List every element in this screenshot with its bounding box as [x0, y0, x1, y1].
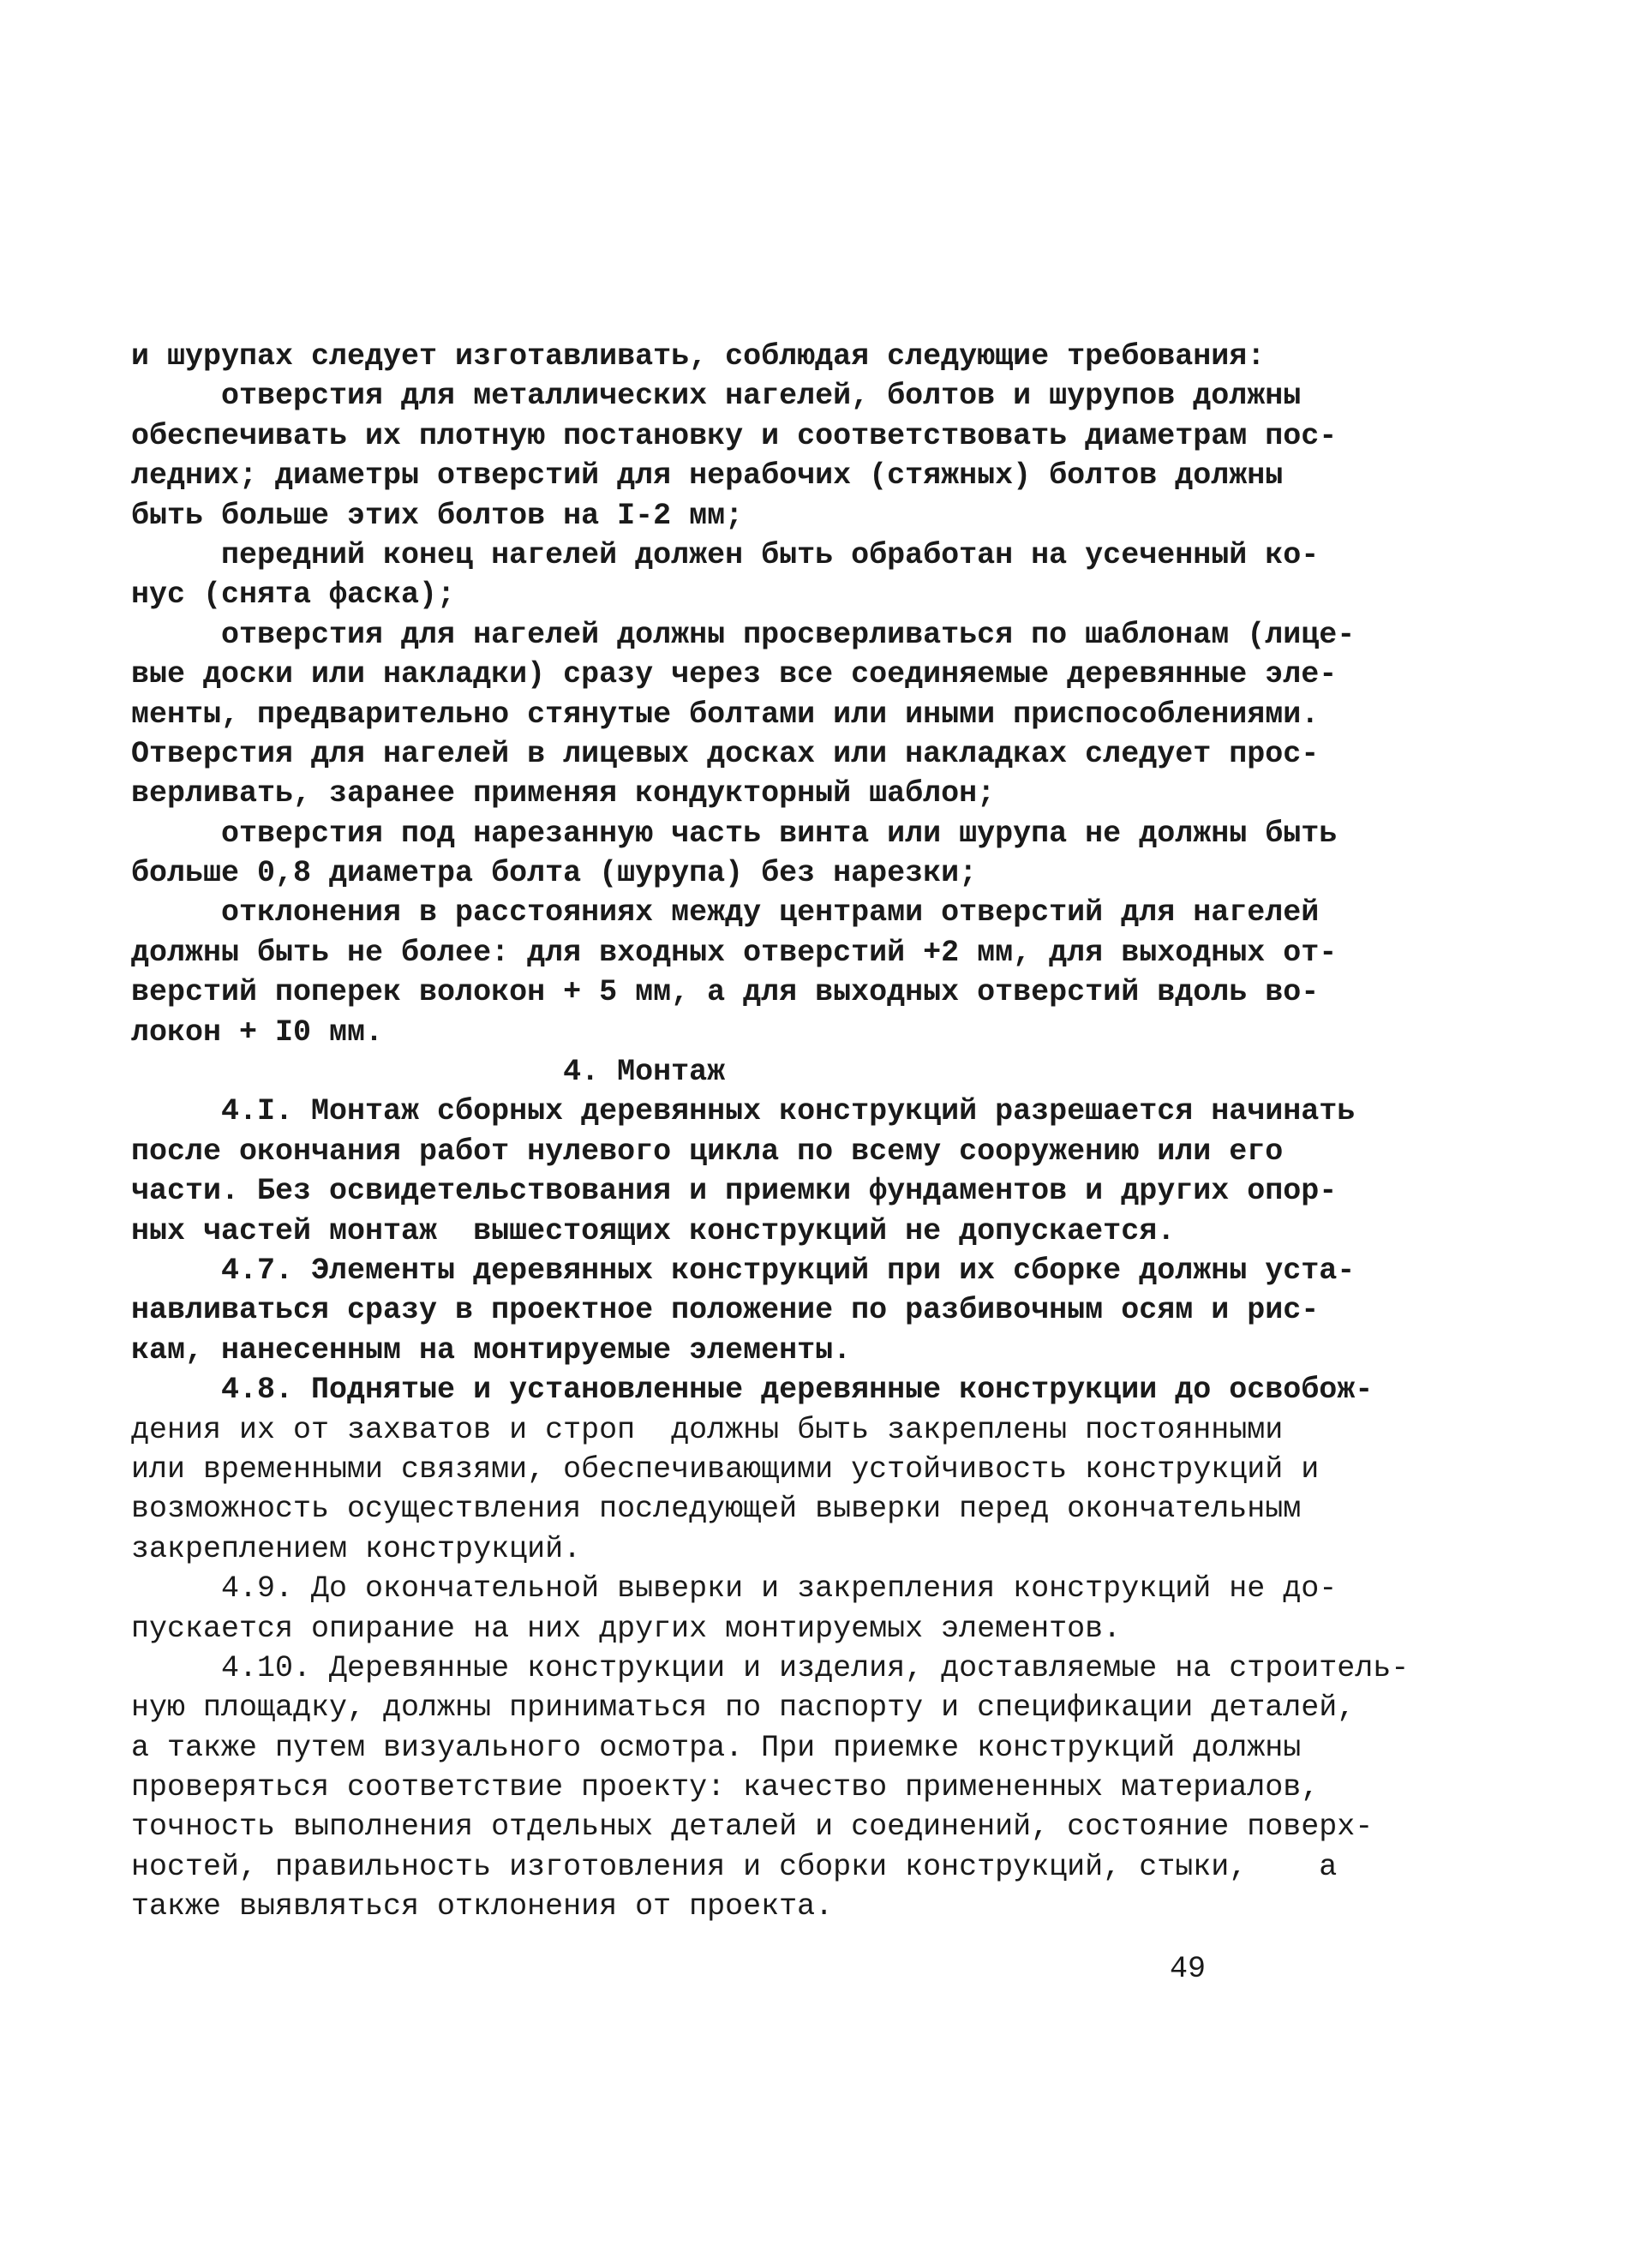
- text-line: 4.9. До окончательной выверки и закрепления конструкций не до-: [131, 1571, 1338, 1607]
- text-line: 4.8. Поднятые и установленные деревянные конструкции до освобож-: [131, 1373, 1374, 1408]
- text-line: 4.I. Монтаж сборных деревянных конструкций разрешается начинать: [131, 1094, 1356, 1129]
- text-line: пускается опирание на них других монтируемых элементов.: [131, 1611, 1122, 1646]
- text-line: отверстия для нагелей должны просверливаться по шаблонам (лице-: [131, 617, 1356, 652]
- text-line: ную площадку, должны приниматься по паспорту и спецификации деталей,: [131, 1691, 1356, 1726]
- text-line: вые доски или накладки) сразу через все соединяемые деревянные эле-: [131, 657, 1338, 692]
- text-line: и шурупах следует изготавливать, соблюдая следующие требования:: [131, 339, 1266, 374]
- text-line: локон + I0 мм.: [131, 1014, 384, 1050]
- text-line: менты, предварительно стянутые болтами или иными приспособлениями.: [131, 697, 1320, 732]
- text-line: проверяться соответствие проекту: качество примененных материалов,: [131, 1770, 1320, 1805]
- text-line: а также путем визуального осмотра. При приемке конструкций должны: [131, 1730, 1302, 1765]
- text-line: ностей, правильность изготовления и сборки конструкций, стыки, а: [131, 1849, 1338, 1884]
- text-line: отверстия под нарезанную часть винта или шурупа не должны быть: [131, 816, 1338, 851]
- text-line: ных частей монтаж вышестоящих конструкций не допускается.: [131, 1213, 1176, 1248]
- text-line: также выявляться отклонения от проекта.: [131, 1889, 834, 1924]
- text-line: кам, нанесенным на монтируемые элементы.: [131, 1332, 852, 1367]
- text-line: должны быть не более: для входных отверстий +2 мм, для выходных от-: [131, 935, 1338, 970]
- text-line: после окончания работ нулевого цикла по всему сооружению или его: [131, 1134, 1284, 1169]
- text-line: больше 0,8 диаметра болта (шурупа) без нарезки;: [131, 856, 978, 891]
- text-line: ледних; диаметры отверстий для нерабочих (стяжных) болтов должны: [131, 458, 1284, 494]
- text-line: дения их от захватов и строп должны быть закреплены постоянными: [131, 1412, 1284, 1447]
- text-line: нус (снята фаска);: [131, 577, 456, 613]
- text-line: отклонения в расстояниях между центрами отверстий для нагелей: [131, 895, 1320, 931]
- text-line: быть больше этих болтов на I-2 мм;: [131, 498, 744, 533]
- text-line: передний конец нагелей должен быть обработан на усеченный ко-: [131, 537, 1320, 572]
- text-line: части. Без освидетельствования и приемки фундаментов и других опор-: [131, 1174, 1338, 1209]
- text-line: навливаться сразу в проектное положение по разбивочным осям и рис-: [131, 1293, 1320, 1328]
- text-line: 4. Монтаж: [131, 1055, 726, 1090]
- text-line: закреплением конструкций.: [131, 1531, 582, 1566]
- text-line: 4.10. Деревянные конструкции и изделия, доставляемые на строитель-: [131, 1650, 1410, 1685]
- body-text: [131, 337, 1410, 1927]
- page-number: 49: [1170, 1952, 1207, 1986]
- text-line: обеспечивать их плотную постановку и соответствовать диаметрам пос-: [131, 418, 1338, 453]
- text-line: верстий поперек волокон + 5 мм, а для выходных отверстий вдоль во-: [131, 975, 1320, 1010]
- text-line: Отверстия для нагелей в лицевых досках или накладках следует прос-: [131, 736, 1320, 771]
- text-line: 4.7. Элементы деревянных конструкций при их сборке должны уста-: [131, 1253, 1356, 1288]
- text-line: отверстия для металлических нагелей, болтов и шурупов должны: [131, 379, 1302, 414]
- text-line: верливать, заранее применяя кондукторный шаблон;: [131, 776, 996, 811]
- text-line: возможность осуществления последующей выверки перед окончательным: [131, 1492, 1302, 1527]
- text-line: или временными связями, обеспечивающими устойчивость конструкций и: [131, 1451, 1320, 1487]
- text-line: точность выполнения отдельных деталей и соединений, состояние поверх-: [131, 1810, 1374, 1845]
